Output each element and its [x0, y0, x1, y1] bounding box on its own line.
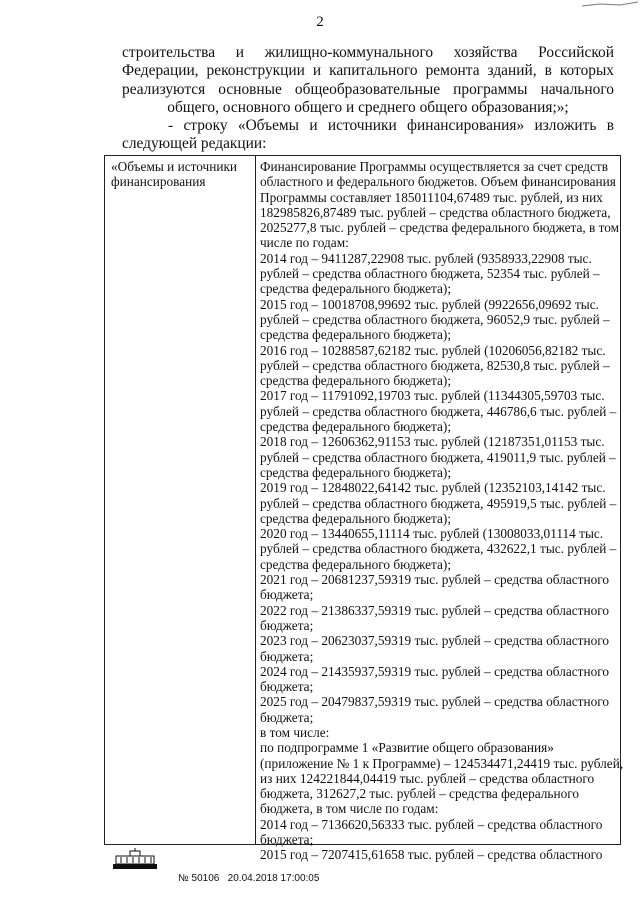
- page-number: 2: [316, 14, 324, 30]
- document-stamp: [178, 873, 319, 884]
- table-content-line: (приложение № 1 к Программе) – 124534471,24419 тыс. рублей,: [260, 755, 624, 771]
- financing-table: [104, 155, 624, 863]
- table-label-cell: [111, 159, 251, 190]
- table-content-line: 2025277,8 тыс. рублей – средства федерального бюджета, в том: [260, 220, 620, 236]
- table-content-line: бюджета;: [260, 709, 314, 725]
- table-content-line: рублей – средства областного бюджета, 495919,5 тыс. рублей –: [260, 495, 617, 511]
- table-content-line: рублей – средства областного бюджета, 52354 тыс. рублей –: [260, 266, 600, 282]
- table-content-cell: [260, 159, 624, 863]
- intro-line: - строку «Объемы и источники финансирования» изложить в: [168, 117, 614, 135]
- table-content-line: бюджета;: [260, 617, 314, 633]
- intro-line: Федерации, реконструкции и капитального ремонта зданий, в которых: [122, 62, 614, 80]
- table-content-line: средства федерального бюджета);: [260, 373, 452, 389]
- intro-line: общего, основного общего и среднего общего образования;»;: [167, 98, 569, 116]
- table-content-line: числе по годам:: [260, 235, 349, 251]
- document-number: № 50106: [178, 873, 220, 884]
- table-content-line: 2023 год – 20623037,59319 тыс. рублей – средства областного: [260, 633, 610, 649]
- table-column-divider: [255, 156, 256, 844]
- table-content-line: рублей – средства областного бюджета, 432622,1 тыс. рублей –: [260, 541, 617, 557]
- table-content-line: 2015 год – 7207415,61658 тыс. рублей – средства областного: [260, 847, 603, 863]
- table-content-line: бюджета, в том числе по годам:: [260, 801, 439, 817]
- label-line: финансирования: [111, 174, 206, 190]
- table-content-line: в том числе:: [260, 724, 330, 740]
- table-content-line: средства федерального бюджета);: [260, 419, 452, 435]
- table-content-line: 2022 год – 21386337,59319 тыс. рублей – средства областного: [260, 602, 610, 618]
- table-content-line: по подпрограмме 1 «Развитие общего образования»: [260, 740, 554, 756]
- table-content-line: рублей – средства областного бюджета, 419011,9 тыс. рублей –: [260, 449, 616, 465]
- table-content-line: бюджета;: [260, 587, 314, 603]
- table-content-line: 2014 год – 7136620,56333 тыс. рублей – средства областного: [260, 816, 603, 832]
- table-content-line: бюджета;: [260, 679, 314, 695]
- table-content-line: средства федерального бюджета);: [260, 556, 452, 572]
- table-content-line: 2021 год – 20681237,59319 тыс. рублей – средства областного: [260, 572, 610, 588]
- intro-paragraph: [122, 44, 614, 154]
- intro-line: следующей редакции:: [122, 135, 267, 153]
- table-content-line: средства федерального бюджета);: [260, 281, 452, 297]
- table-content-line: бюджета;: [260, 648, 314, 664]
- government-building-icon: [112, 848, 158, 870]
- table-content-line: 2018 год – 12606362,91153 тыс. рублей (12187351,01153 тыс.: [260, 434, 605, 450]
- table-content-line: из них 124221844,04419 тыс. рублей – средства областного: [260, 770, 595, 786]
- table-content-line: 2014 год – 9411287,22908 тыс. рублей (9358933,22908 тыс.: [260, 250, 592, 266]
- table-content-line: 2024 год – 21435937,59319 тыс. рублей – средства областного: [260, 663, 610, 679]
- document-timestamp: 20.04.2018 17:00:05: [227, 873, 320, 884]
- table-content-line: 2015 год – 10018708,99692 тыс. рублей (9922656,09692 тыс.: [260, 296, 599, 312]
- table-content-line: Программы составляет 185011104,67489 тыс. рублей, из них: [260, 189, 603, 205]
- table-content-line: 182985826,87489 тыс. рублей – средства областного бюджета,: [260, 204, 611, 220]
- intro-line: реализуются основные общеобразовательные программы начального: [122, 80, 614, 98]
- footer-logo: [112, 848, 158, 875]
- table-content-line: рублей – средства областного бюджета, 96052,9 тыс. рублей –: [260, 311, 610, 327]
- table-content-line: средства федерального бюджета);: [260, 327, 452, 343]
- table-content-line: рублей – средства областного бюджета, 446786,6 тыс. рублей –: [260, 403, 617, 419]
- scan-corner-mark: [580, 0, 640, 12]
- intro-line: строительства и жилищно-коммунального хозяйства Российской: [122, 44, 614, 61]
- table-content-line: 2025 год – 20479837,59319 тыс. рублей – средства областного: [260, 694, 610, 710]
- table-content-line: средства федерального бюджета);: [260, 464, 452, 480]
- label-line: «Объемы и источники: [111, 159, 238, 174]
- table-content-line: 2017 год – 11791092,19703 тыс. рублей (11344305,59703 тыс.: [260, 388, 605, 404]
- table-content-line: средства федерального бюджета);: [260, 510, 452, 526]
- table-content-line: областного и федерального бюджетов. Объем финансирования: [260, 174, 616, 190]
- table-content-line: 2020 год – 13440655,11114 тыс. рублей (13008033,01114 тыс.: [260, 526, 604, 542]
- table-content-line: 2016 год – 10288587,62182 тыс. рублей (10206056,82182 тыс.: [260, 342, 606, 358]
- table-content-line: бюджета, 312627,2 тыс. рублей – средства федерального: [260, 786, 580, 802]
- table-content-line: Финансирование Программы осуществляется за счет средств: [260, 159, 609, 174]
- table-content-line: рублей – средства областного бюджета, 82530,8 тыс. рублей –: [260, 357, 610, 373]
- table-content-line: 2019 год – 12848022,64142 тыс. рублей (12352103,14142 тыс.: [260, 480, 606, 496]
- table-content-line: бюджета;: [260, 832, 314, 848]
